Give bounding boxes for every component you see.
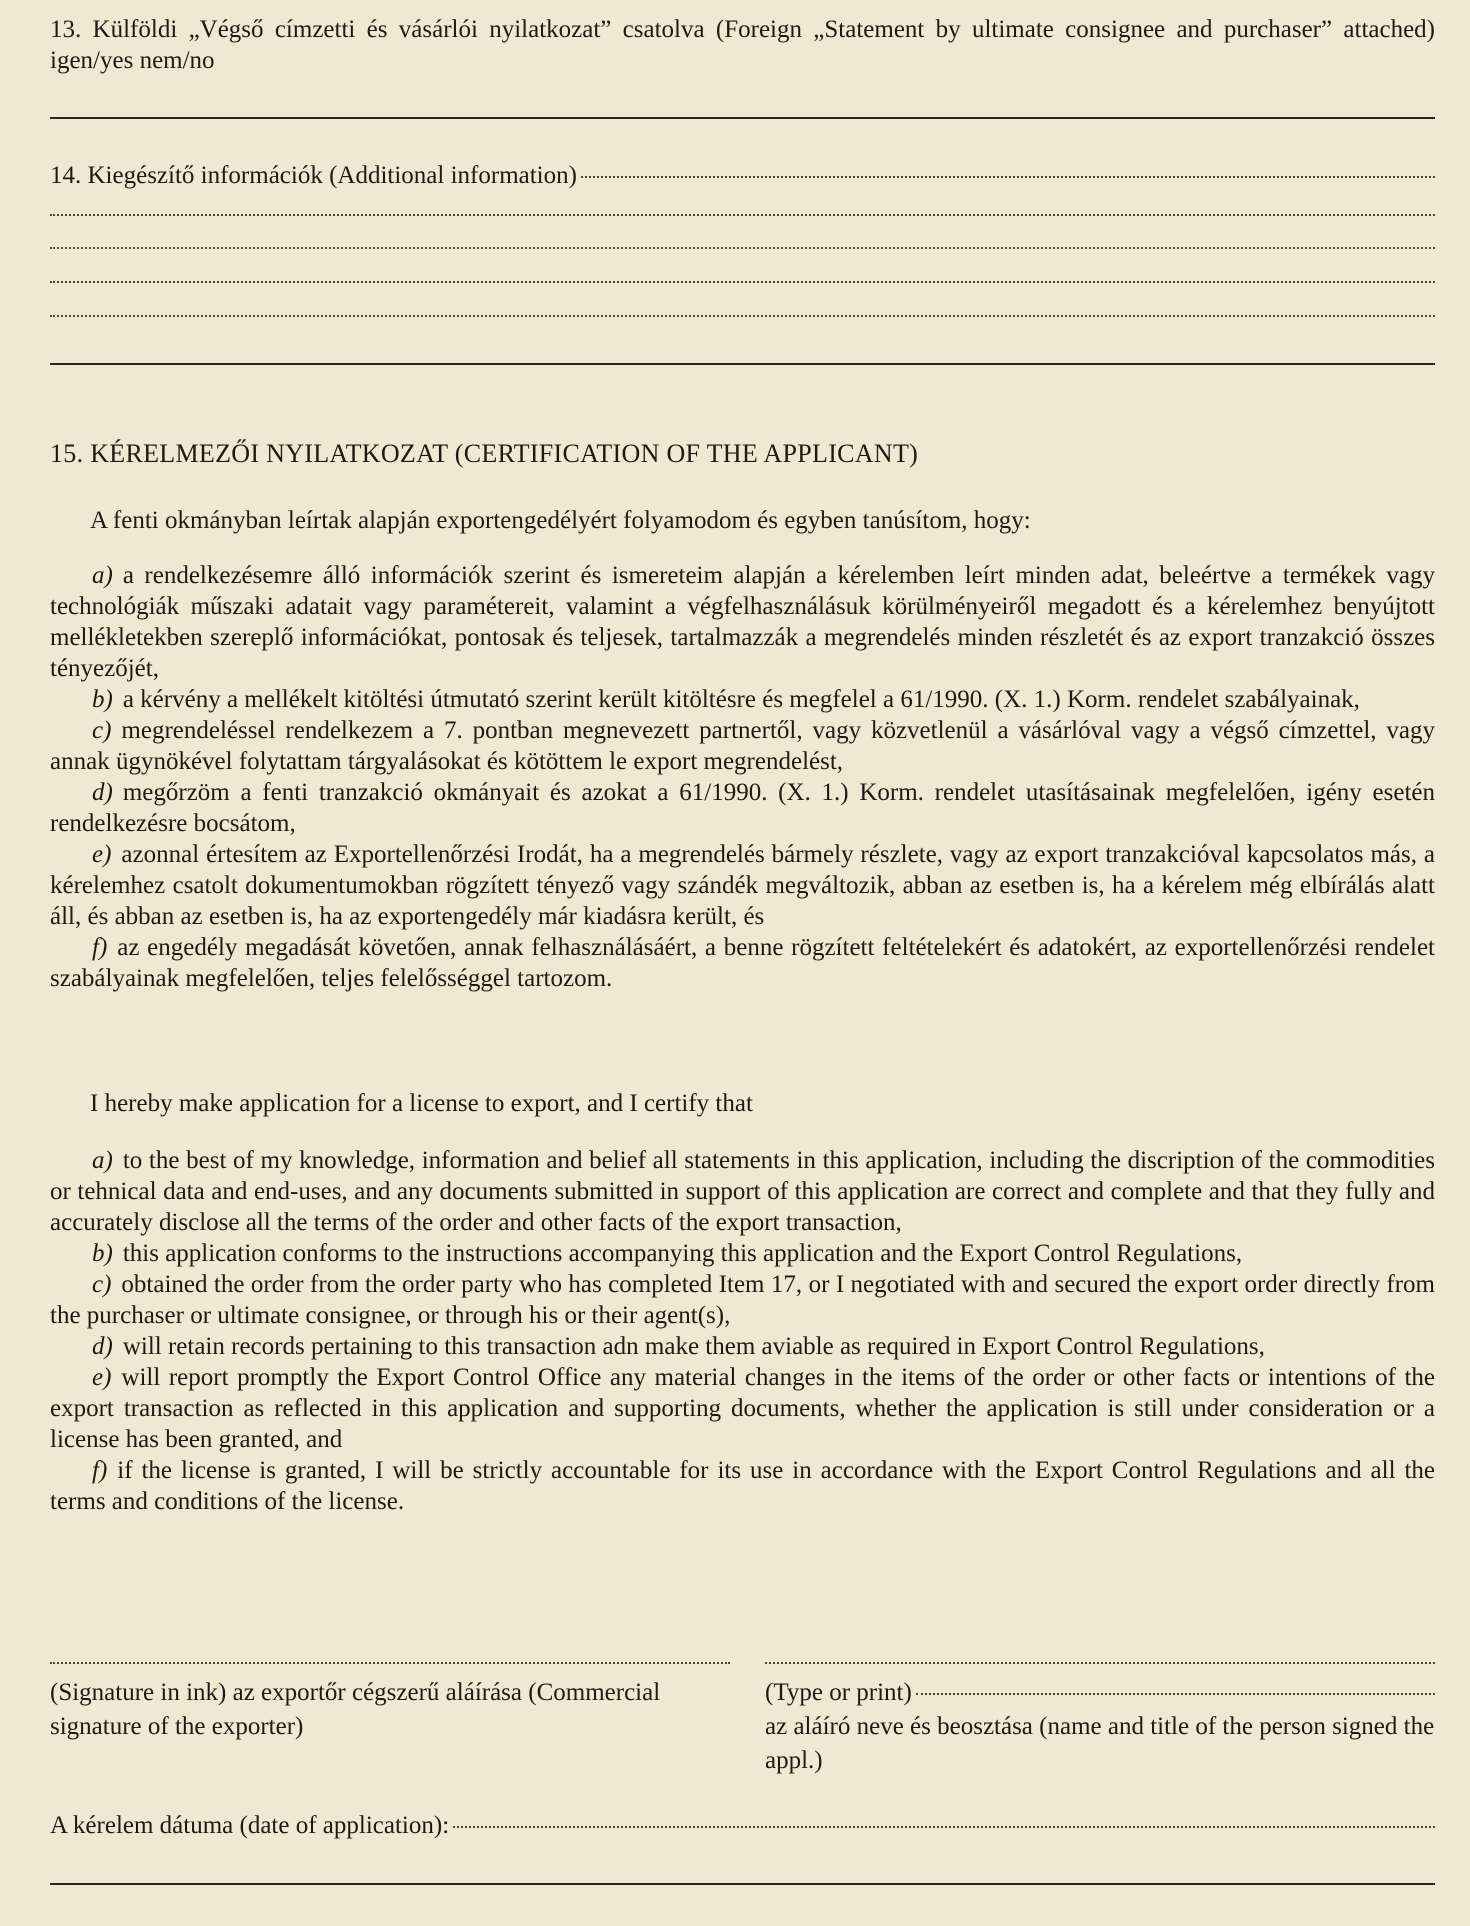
item-14-line-1[interactable] (50, 214, 1435, 216)
en-item-e (50, 1362, 1435, 1455)
en-item-a (50, 1145, 1435, 1238)
item-14-line-3[interactable] (50, 281, 1435, 283)
hu-item-e (50, 839, 1435, 932)
hu-item-text: a kérvény a mellékelt kitöltési útmutató szerint került kitöltésre és megfelel a 61/1990. (X. 1.) Korm. rendelet szabályainak, (122, 686, 1360, 713)
signature-right (765, 1676, 1435, 1778)
en-item-text: obtained the order from the order party who has completed Item 17, or I negotiated with and secured the export order directly from the purchaser or ultimate consignee, or through his or their agent(s), (50, 1271, 1435, 1329)
en-item-f (50, 1455, 1435, 1517)
item-15-heading: 15. KÉRELMEZŐI NYILATKOZAT (CERTIFICATION OF THE APPLICANT) (50, 439, 919, 468)
hu-item-text: azonnal értesítem az Exportellenőrzési Irodát, ha a megrendelés bármely részlete, vagy az export tranzakcióval kapcsolatos más, a kérelemhez csatolt dokumentumokban rögzített tényező vagy szándék megváltozik, abban az esetben is, ha a kérelem még elbírálás alatt áll, és abban az esetben is, ha az exportengedély már kiadásra került, és (50, 841, 1435, 930)
hu-item-letter: d) (92, 779, 113, 806)
hu-item-letter: f) (92, 934, 108, 961)
hu-item-letter: e) (92, 841, 112, 868)
hu-item-f (50, 932, 1435, 994)
en-items (50, 1145, 1435, 1517)
en-item-d (50, 1331, 1435, 1362)
en-item-text: will retain records pertaining to this transaction adn make them aviable as required in Export Control Regulations, (122, 1333, 1265, 1360)
hu-items (50, 560, 1435, 994)
name-title-caption: az aláíró neve és beosztása (name and title of the person signed the appl.) (765, 1713, 1435, 1774)
bottom-rule (50, 1883, 1435, 1885)
en-item-letter: d) (92, 1333, 113, 1360)
hu-item-letter: b) (92, 686, 113, 713)
en-item-letter: a) (92, 1147, 113, 1174)
item-14-leader (581, 176, 1435, 178)
item-13-rule (50, 117, 1435, 119)
item-13-text: 13. Külföldi „Végső címzetti és vásárlói nyilatkozat” csatolva (Foreign „Statement by ultimate consignee and purchaser” attached) igen/yes nem/no (50, 16, 1435, 74)
date-label: A kérelem dátuma (date of application): (50, 1812, 450, 1839)
item-14-line-4[interactable] (50, 315, 1435, 317)
type-or-print-field[interactable] (765, 1676, 1435, 1710)
type-or-print-leader (916, 1693, 1435, 1695)
hu-item-letter: c) (92, 717, 112, 744)
signature-left (50, 1676, 700, 1744)
en-item-letter: e) (92, 1364, 112, 1391)
hu-item-text: a rendelkezésemre álló információk szerint és ismereteim alapján a kérelemben leírt minden adat, beleértve a termékek vagy technológiák műszaki adatait vagy paramétereit, valamint a végfelhasználásuk körülményeiről megadott és a kérelemhez benyújtott mellékletekben szereplő információkat, pontosak és teljesek, tartalmazzák a megrendelés minden részletét és az export tranzakció összes tényezőjét, (50, 562, 1435, 682)
item-15-heading-block (50, 438, 1435, 469)
signature-line[interactable] (50, 1662, 730, 1664)
hu-item-text: megőrzöm a fenti tranzakció okmányait és azokat a 61/1990. (X. 1.) Korm. rendelet utasításainak megfelelően, igény esetén rendelkezésre bocsátom, (50, 779, 1435, 837)
hu-item-b (50, 684, 1435, 715)
en-intro: I hereby make application for a license to export, and I certify that (90, 1090, 753, 1117)
en-item-letter: c) (92, 1271, 112, 1298)
date-field[interactable] (50, 1810, 1435, 1841)
item-14-rule (50, 363, 1435, 365)
signature-left-label: (Signature in ink) az exportőr cégszerű aláírása (Commercial signature of the exporter) (50, 1679, 661, 1740)
en-item-b (50, 1238, 1435, 1269)
en-item-text: to the best of my knowledge, information and belief all statements in this application, including the discription of the commodities or tehnical data and end-uses, and any documents submitted in support of this application are correct and complete and that they fully and accurately disclose all the terms of the order and other facts of the export transaction, (50, 1147, 1435, 1236)
item-14-label: 14. Kiegészítő információk (Additional information) (50, 162, 577, 189)
hu-item-text: az engedély megadását követően, annak felhasználásáért, a benne rögzített feltételekért és adatokért, az exportellenőrzési rendelet szabályainak megfelelően, teljes felelősséggel tartozom. (50, 934, 1435, 992)
en-item-letter: f) (92, 1457, 108, 1484)
hu-item-d (50, 777, 1435, 839)
en-item-letter: b) (92, 1240, 113, 1267)
date-leader (453, 1826, 1435, 1828)
hu-item-a (50, 560, 1435, 684)
type-or-print-label: (Type or print) (765, 1679, 912, 1706)
item-14-line-2[interactable] (50, 247, 1435, 249)
en-item-text: if the license is granted, I will be strictly accountable for its use in accordance with the Export Control Regulations and all the terms and conditions of the license. (50, 1457, 1435, 1515)
en-item-text: this application conforms to the instructions accompanying this application and the Export Control Regulations, (122, 1240, 1243, 1267)
hu-item-letter: a) (92, 562, 113, 589)
hu-intro: A fenti okmányban leírtak alapján exportengedélyért folyamodom és egyben tanúsítom, hogy: (90, 507, 1031, 534)
item-13 (50, 14, 1435, 76)
en-item-text: will report promptly the Export Control Office any material changes in the items of the order or other facts or intentions of the export transaction as reflected in this application and supporting documents, whether the application is still under consideration or a license has been granted, and (50, 1364, 1435, 1453)
en-item-c (50, 1269, 1435, 1331)
name-title-line[interactable] (765, 1662, 1435, 1664)
item-14-field[interactable] (50, 160, 1435, 191)
en-certification (50, 1088, 1435, 1517)
hu-item-c (50, 715, 1435, 777)
hu-certification (50, 505, 1435, 994)
hu-item-text: megrendeléssel rendelkezem a 7. pontban megnevezett partnertől, vagy közvetlenül a vásárlóval vagy a végső címzettel, vagy annak ügynökével folytattam tárgyalásokat és kötöttem le export megrendelést, (50, 717, 1435, 775)
